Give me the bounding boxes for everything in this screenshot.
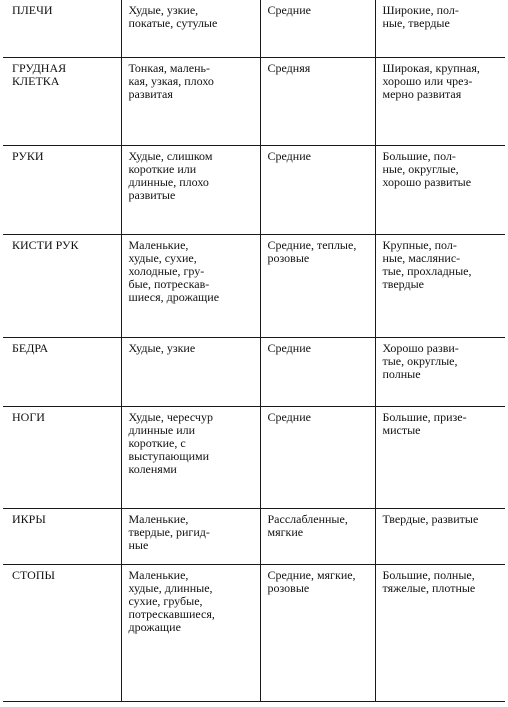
description-cell: Средние, теплые, розовые	[260, 234, 375, 337]
table-row	[3, 406, 505, 508]
body-part-cell: СТОПЫ	[3, 564, 121, 701]
body-part-cell: НОГИ	[3, 406, 121, 508]
description-cell: Маленькие, худые, длинные, сухие, грубые, потрескавшиеся, дрожащие	[121, 564, 260, 701]
body-part-cell: РУКИ	[3, 145, 121, 234]
description-cell: Большие, пол- ные, округлые, хорошо развитые	[375, 145, 505, 234]
table-row	[3, 564, 505, 701]
description-cell: Худые, узкие	[121, 337, 260, 406]
description-cell: Расслабленные, мягкие	[260, 508, 375, 564]
table-row	[3, 337, 505, 406]
description-cell: Тонкая, малень- кая, узкая, плохо развитая	[121, 57, 260, 145]
body-part-cell: КИСТИ РУК	[3, 234, 121, 337]
description-cell: Худые, узкие, покатые, сутулые	[121, 0, 260, 57]
table-row	[3, 0, 505, 57]
description-cell: Средняя	[260, 57, 375, 145]
description-cell: Средние	[260, 0, 375, 57]
description-cell: Маленькие, худые, сухие, холодные, гру- бые, потрескав- шиеся, дрожащие	[121, 234, 260, 337]
body-type-table	[3, 0, 505, 702]
table-row	[3, 508, 505, 564]
description-cell: Хорошо разви- тые, округлые, полные	[375, 337, 505, 406]
description-cell: Маленькие, твердые, ригид- ные	[121, 508, 260, 564]
table-row	[3, 234, 505, 337]
description-cell: Средние, мягкие, розовые	[260, 564, 375, 701]
description-cell: Худые, чересчур длинные или короткие, с выступающими коленями	[121, 406, 260, 508]
description-cell: Крупные, пол- ные, маслянис- тые, прохладные, твердые	[375, 234, 505, 337]
description-cell: Средние	[260, 145, 375, 234]
description-cell: Большие, полные, тяжелые, плотные	[375, 564, 505, 701]
description-cell: Твердые, развитые	[375, 508, 505, 564]
description-cell: Большие, призе- мистые	[375, 406, 505, 508]
description-cell: Средние	[260, 406, 375, 508]
body-part-cell: ПЛЕЧИ	[3, 0, 121, 57]
description-cell: Худые, слишком короткие или длинные, плохо развитые	[121, 145, 260, 234]
description-cell: Широкая, крупная, хорошо или чрез- мерно развитая	[375, 57, 505, 145]
description-cell: Широкие, пол- ные, твердые	[375, 0, 505, 57]
body-part-cell: БЕДРА	[3, 337, 121, 406]
table-row	[3, 145, 505, 234]
description-cell: Средние	[260, 337, 375, 406]
table-row	[3, 57, 505, 145]
body-part-cell: ИКРЫ	[3, 508, 121, 564]
body-part-cell: ГРУДНАЯ КЛЕТКА	[3, 57, 121, 145]
